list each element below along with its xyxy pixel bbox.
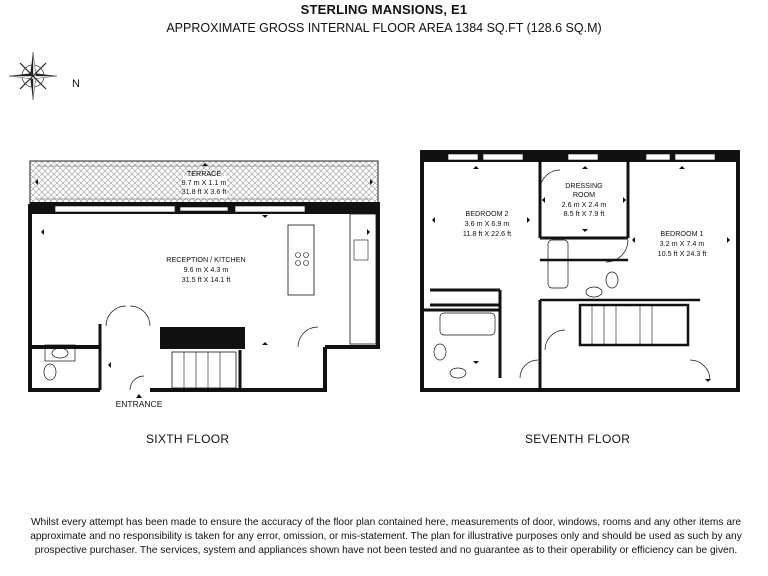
svg-text:RECEPTION / KITCHEN: RECEPTION / KITCHEN [166,255,246,264]
dressing-room-label [562,181,607,218]
reception-kitchen-label [166,255,245,284]
svg-text:2.6 m X 2.4 m: 2.6 m X 2.4 m [561,200,607,209]
svg-text:BEDROOM 2: BEDROOM 2 [465,209,509,218]
seventh-floor-label: SEVENTH FLOOR [525,432,631,446]
compass-rose-icon [9,52,57,100]
svg-text:TERRACE: TERRACE [186,169,222,178]
bedroom-1-label [658,229,707,258]
entrance-label: ENTRANCE [115,399,163,409]
svg-text:3.2 m X 7.4 m: 3.2 m X 7.4 m [659,239,705,248]
north-label: N [72,78,80,90]
svg-text:9.7 m X 1.1 m: 9.7 m X 1.1 m [181,178,227,187]
svg-text:ROOM: ROOM [572,190,596,199]
svg-text:31.8 ft X 3.6 ft: 31.8 ft X 3.6 ft [181,187,227,196]
plan-title: STERLING MANSIONS, E1 [300,2,468,17]
svg-text:3.6 m X 6.9 m: 3.6 m X 6.9 m [464,219,510,228]
sixth-floor-label: SIXTH FLOOR [146,432,230,446]
svg-text:8.5 ft X 7.9 ft: 8.5 ft X 7.9 ft [563,209,605,218]
svg-text:DRESSING: DRESSING [565,181,603,190]
svg-text:31.5 ft X 14.1 ft: 31.5 ft X 14.1 ft [181,275,231,284]
svg-text:BEDROOM 1: BEDROOM 1 [660,229,704,238]
terrace-label [182,169,227,196]
floor-area-subtitle: APPROXIMATE GROSS INTERNAL FLOOR AREA 1384 SQ.FT (128.6 SQ.M) [166,21,602,35]
svg-text:10.5 ft X 24.3 ft: 10.5 ft X 24.3 ft [657,249,707,258]
svg-text:11.8 ft X 22.6 ft: 11.8 ft X 22.6 ft [462,229,512,238]
disclaimer-text: Whilst every attempt has been made to ensure the accuracy of the floor plan contained here, measurements of door, windows, rooms and any other items are approximate and no responsibility is taken for any error, omission, or mis-statement. The plan for illustrative purposes only and should be used as such by any prospective purchaser. The services, system and appliances shown have not been tested and no guarantee as to their operability or efficiency can be given. [30,517,742,556]
bedroom-2-label [463,209,511,238]
svg-text:9.6 m X 4.3 m: 9.6 m X 4.3 m [183,265,229,274]
